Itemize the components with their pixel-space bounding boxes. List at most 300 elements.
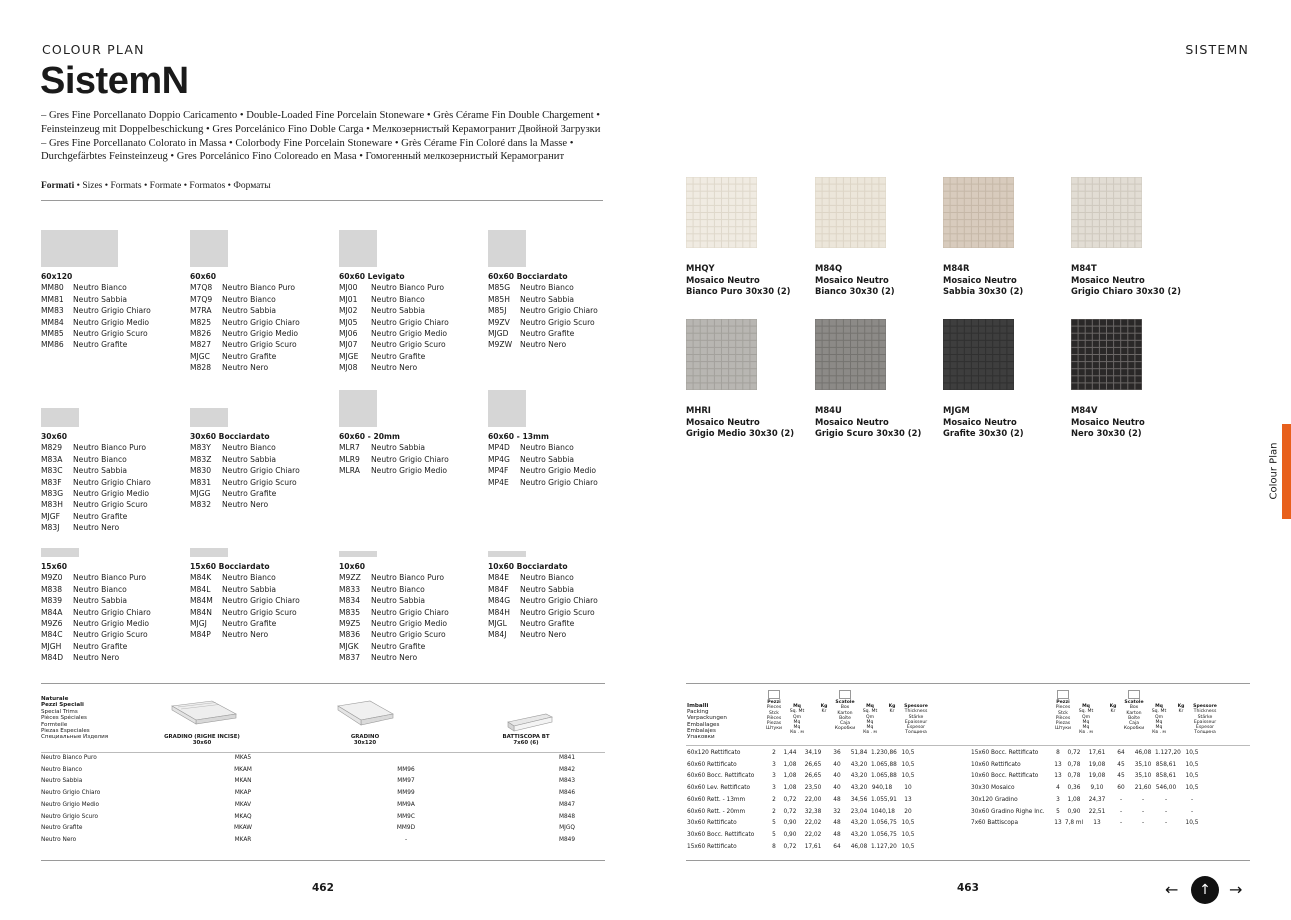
packing-col-header [762,690,786,732]
scroll-top-button[interactable] [1191,876,1219,904]
item-name: Neutro Grigio Chiaro [222,317,300,327]
packing-col-header [904,704,928,736]
mosaic-code: M84T [1071,263,1097,273]
packing-cell: 13 [1054,761,1062,768]
item-name: Neutro Grigio Scuro [371,630,446,640]
packing-cell: - [1164,808,1168,815]
format-item [190,499,335,510]
item-name: Neutro Grigio Chiaro [520,477,598,487]
tile-swatch [339,230,377,267]
item-name: Neutro Grafite [222,619,277,629]
item-name: Neutro Grigio Chiaro [371,454,449,464]
item-code: MJGC [190,351,210,361]
divider [686,683,1250,684]
item-name: Neutro Grigio Chiaro [73,477,151,487]
packing-cell: - [1141,796,1145,803]
mosaic-item [686,319,811,440]
item-name: Neutro Bianco [222,443,276,453]
item-code: MJ01 [339,294,358,304]
table-cell: Neutro Grigio Chiaro [41,790,101,797]
col-header-line: Qm [1081,714,1091,720]
format-item [190,584,335,595]
col-header-line: Коробки [834,726,856,732]
mosaic-code: M84R [943,263,970,273]
packing-col-header [1147,704,1171,736]
description-line: – Gres Fine Porcellanato Colorato in Massa • Colorbody Fine Porcelain Stoneware • Grès Cérame Fin Coloré dans la Masse • [41,137,574,149]
format-item [339,317,484,328]
item-name: Neutro Grigio Scuro [73,329,148,339]
packing-cell: 3 [772,773,776,780]
col-header-line: Mq [1082,719,1090,725]
packing-cell: 30x120 Gradino [971,796,1018,803]
packing-cell: 23,50 [804,785,822,792]
item-code: MJGJ [190,619,207,629]
item-name: Neutro Nero [222,363,269,373]
col-header-line: Piezas [766,721,782,727]
tile-swatch [488,230,526,267]
col-header-line: Kr [1110,709,1116,715]
format-item [190,607,335,618]
col-header-line: Karton [1126,710,1142,716]
item-name: Neutro Grafite [520,329,575,339]
packing-head-line: Emballages [687,721,720,728]
mosaic-line2: Bianco 30x30 (2) [815,286,895,297]
box-icon [1128,690,1140,699]
table-cell: - [404,836,408,843]
format-block [41,230,186,351]
packing-cell: 34,19 [804,750,822,756]
packing-cell: - [1141,808,1145,815]
tile-swatch [190,548,228,557]
packing-cell: 30x30 Mosaico [971,785,1015,792]
item-name: Neutro Grafite [73,511,128,521]
prev-page-button[interactable] [1165,880,1178,899]
arrow-up-icon: ↑ [1199,882,1211,898]
tile-swatch [488,390,526,427]
col-header-line: Espesor [906,725,926,731]
item-name: Neutro Grafite [371,641,426,651]
col-header-line: Mq [793,725,801,731]
item-name: Neutro Sabbia [73,596,128,606]
item-name: Neutro Sabbia [520,294,575,304]
item-name: Neutro Nero [222,630,269,640]
packing-cell: - [1119,808,1123,815]
item-code: M84J [488,630,507,640]
item-name: Neutro Sabbia [73,294,128,304]
table-cell: MKAW [233,825,253,832]
col-header-line: Mq [866,704,874,709]
format-item [488,328,633,339]
mosaic-line2: Grafite 30x30 (2) [943,428,1024,439]
packing-head-line: Imballi [687,703,709,709]
col-header-line: Qm [1154,714,1164,720]
mosaic-swatch [686,177,757,248]
format-item [190,317,335,328]
packing-cell: 46,08 [850,843,868,850]
format-item [488,572,633,583]
item-code: M83F [41,477,62,487]
format-block [488,230,633,351]
mosaic-code: M84U [815,405,842,415]
format-item [339,465,484,476]
format-item [41,595,186,606]
col-header-line: Sq. Mt [862,709,878,715]
col-header-line: Boîte [839,715,851,721]
format-item [190,351,335,362]
arrow-left-icon: ← [1165,880,1179,899]
format-title: 30x60 [41,432,68,441]
format-block [190,408,335,511]
format-item [339,618,484,629]
item-code: M9ZV [488,317,510,327]
trims-head-line: Piezas Especiales [41,728,90,735]
col-header-line: Stärke [1197,714,1213,720]
tile-swatch [190,230,228,267]
table-cell: MJGQ [559,825,575,832]
format-item [339,442,484,453]
item-name: Neutro Sabbia [371,306,426,316]
col-header-line: Scatole [835,700,855,705]
format-item [339,294,484,305]
packing-cell: 10x60 Bocc. Rettificato [971,773,1039,780]
packing-cell: 3 [772,785,776,792]
format-item [41,499,186,510]
col-header-line: Box [1129,705,1139,711]
packing-cell: 5 [772,831,776,838]
section-label: COLOUR PLAN [42,42,145,57]
table-cell: Neutro Grigio Scuro [41,813,99,820]
item-code: M85G [488,283,511,293]
col-header-line: Thickness [1193,709,1217,715]
item-name: Neutro Bianco [222,573,276,583]
packing-cell: 32 [833,808,841,815]
item-name: Neutro Grigio Medio [73,489,150,499]
packing-cell: 0,90 [783,831,797,838]
mosaic-code: MHRI [686,405,711,415]
mosaic-item [943,177,1068,298]
table-cell: MKA5 [234,755,252,761]
item-code: M830 [190,466,212,476]
item-name: Neutro Nero [371,363,418,373]
mosaic-code: MHQY [686,263,715,273]
mosaic-label [1071,263,1196,298]
packing-cell: 19,08 [1088,773,1106,780]
packing-cell: 1,08 [783,785,797,792]
packing-cell: 1,08 [783,773,797,780]
format-item [190,572,335,583]
packing-cell: 13 [1093,820,1101,827]
item-name: Neutro Bianco Puro [73,573,147,583]
col-header-line: Кв . м [1079,730,1093,736]
description-line: – Gres Fine Porcellanato Doppio Caricamento • Double-Loaded Fine Porcelain Stoneware • Grès Cérame Fin Double Chargement • [41,110,601,121]
item-code: M837 [339,653,361,663]
item-code: M833 [339,584,361,594]
format-item [41,305,186,316]
packing-cell: 13 [1054,820,1062,827]
item-name: Neutro Grigio Medio [222,329,299,339]
packing-cell: 48 [833,820,841,827]
packing-cell: 13 [1054,773,1062,780]
formats-label: Formati [41,181,75,191]
packing-cell: 0,90 [1067,808,1081,815]
item-code: MJGD [488,329,509,339]
col-header-line: Spessore [904,704,928,709]
table-cell: MM99 [397,790,415,797]
packing-head-line: Verpackungen [687,715,727,722]
format-item [339,641,484,652]
item-code: M83G [41,489,64,499]
packing-cell: 23,04 [850,808,868,815]
item-code: MJ05 [339,317,358,327]
packing-cell: 34,56 [850,796,868,803]
format-item [41,442,186,453]
item-code: M84E [488,573,510,583]
packing-cell: 60x120 Rettificato [687,750,741,756]
packing-cell: 46,08 [1134,750,1152,756]
gradino-illustration [335,700,395,732]
col-header-line: Thickness [904,709,928,715]
side-tab-label[interactable]: Colour Plan [1268,442,1280,500]
mosaic-label [943,263,1068,298]
item-code: M85H [488,294,510,304]
format-title: 30x60 Bocciardato [190,432,270,441]
item-name: Neutro Grigio Chiaro [73,306,151,316]
format-title: 10x60 Bocciardato [488,562,568,571]
item-name: Neutro Grigio Medio [371,466,448,476]
item-code: MJ08 [339,363,358,373]
table-row [41,823,605,835]
col-header-line: Mq [1082,725,1090,731]
item-code: M7Q8 [190,283,213,293]
item-code: M84D [41,653,64,663]
col-header-line: Kg [1109,704,1117,709]
packing-cell: 858,61 [1155,773,1177,780]
packing-cell: 10,5 [901,820,915,827]
packing-cell: 48 [833,796,841,803]
col-header-line: Pièces [1055,715,1071,721]
item-name: Neutro Nero [520,630,567,640]
col-header-line: Stärke [908,714,924,720]
format-item [339,572,484,583]
packing-col-header [1051,690,1075,732]
format-item [488,584,633,595]
table-cell: MKAP [234,790,252,797]
mosaic-label [943,405,1068,440]
item-name: Neutro Sabbia [222,584,277,594]
mosaic-swatch [815,177,886,248]
item-name: Neutro Bianco [73,584,127,594]
packing-cell: 4 [1056,785,1060,792]
table-cell: Neutro Nero [41,836,77,843]
format-block [41,548,186,664]
format-item [488,618,633,629]
format-item [339,351,484,362]
packing-cell: 30x60 Bocc. Rettificato [687,831,755,838]
item-code: M84L [190,584,211,594]
item-name: Neutro Nero [371,653,418,663]
item-name: Neutro Sabbia [73,466,128,476]
item-name: Neutro Grafite [520,619,575,629]
item-code: MP4E [488,477,509,487]
packing-cell: 17,61 [804,843,822,850]
item-code: M83H [41,500,63,510]
item-name: Neutro Bianco [520,573,574,583]
col-header-line: Boîte [1128,715,1140,721]
item-code: M83Y [190,443,211,453]
col-header-line: Mq [793,719,801,725]
item-code: M84A [41,607,63,617]
mosaic-item [1071,319,1196,440]
col-name: BATTISCOPA BT [502,734,550,740]
format-item [488,607,633,618]
packing-col-header [880,704,904,715]
format-item [339,362,484,373]
col-header-line: Scatole [1124,700,1144,705]
trims-col-header [152,734,252,747]
item-name: Neutro Bianco Puro [371,573,445,583]
item-name: Neutro Grigio Medio [371,329,448,339]
format-item [41,294,186,305]
colour-plan-tab[interactable] [1282,424,1291,519]
packing-cell: 3 [1056,796,1060,803]
item-code: MLR9 [339,454,360,464]
col-name: GRADINO (RIGHE INCISE) [164,734,240,740]
item-name: Neutro Bianco [73,454,127,464]
trims-head-line: Special Trims [41,708,78,715]
table-cell: M842 [558,766,576,773]
packing-cell: 10x60 Rettificato [971,761,1021,768]
item-code: M9ZZ [339,573,361,583]
col-header-line: Spessore [1193,704,1217,709]
item-name: Neutro Grafite [222,489,277,499]
packing-cell: 64 [833,843,841,850]
packing-cell: 1.230,86 [871,750,897,756]
item-code: MJ02 [339,306,358,316]
description-line: Durchgefärbtes Feinsteinzeug • Gres Porcelánico Fino Coloreado en Masa • Гомогенный мелкозернистый Керамогранит [41,151,565,163]
format-item [41,454,186,465]
item-code: M84P [190,630,211,640]
format-item [488,465,633,476]
item-code: M84G [488,596,511,606]
format-title: 60x60 - 13mm [488,432,549,441]
item-name: Neutro Nero [520,340,567,350]
packing-cell: 45 [1117,773,1125,780]
item-code: M84H [488,607,510,617]
col-header-line: Толщина [1194,730,1216,736]
format-block [339,230,484,374]
page-number-right: 463 [957,882,979,894]
pieces-icon [768,690,780,699]
page-number-left: 462 [312,882,334,894]
trims-col-header [315,734,415,747]
collection-label: SISTEMN [1185,42,1249,57]
packing-cell: 36 [833,750,841,756]
col-header-line: Mq [1155,704,1163,709]
next-page-button[interactable] [1229,880,1242,899]
packing-cell: - [1190,796,1194,803]
format-item [190,618,335,629]
mosaic-code: M84Q [815,263,843,273]
packing-cell: 1.065,88 [871,761,897,768]
item-code: M7Q9 [190,294,213,304]
item-code: M839 [41,596,63,606]
format-item [488,282,633,293]
col-header-line: Caja [1128,721,1140,727]
item-name: Neutro Grigio Chiaro [371,317,449,327]
packing-cell: 24,37 [1088,796,1106,803]
mosaic-line1: Mosaico Neutro [1071,416,1145,427]
packing-cell: - [1119,796,1123,803]
table-cell: M848 [558,813,576,820]
table-cell: Neutro Grafite [41,825,83,832]
packing-cell: 22,51 [1088,808,1106,815]
item-code: M827 [190,340,212,350]
item-code: M835 [339,607,361,617]
col-header-line: Штуки [765,726,783,732]
format-item [339,339,484,350]
col-header-line: Коробки [1123,726,1145,732]
format-item [339,305,484,316]
col-header-line: Kr [821,709,827,715]
item-code: MJGH [41,641,62,651]
format-item [41,339,186,350]
table-row [41,812,605,824]
packing-cell: 60x60 Rettificato [687,761,737,768]
item-name: Neutro Grigio Scuro [222,607,297,617]
divider [41,860,605,861]
item-name: Neutro Grigio Chiaro [520,306,598,316]
col-header-line: Sq. Mt [1151,709,1167,715]
mosaic-swatch [815,319,886,390]
item-name: Neutro Grigio Chiaro [222,466,300,476]
mosaic-line1: Mosaico Neutro [1071,274,1145,285]
mosaic-swatch [1071,319,1142,390]
formats-translations: • Sizes • Formats • Formate • Formatos • Форматы [74,181,271,191]
item-name: Neutro Grigio Chiaro [520,596,598,606]
col-header-line: Штуки [1054,726,1072,732]
item-code: M838 [41,584,63,594]
item-code: MJGL [488,619,507,629]
format-item [488,317,633,328]
format-item [41,607,186,618]
item-code: M84M [190,596,213,606]
table-row [41,800,605,812]
format-title: 60x120 [41,272,73,281]
table-cell: Neutro Bianco Puro [41,755,97,761]
trims-head-line: Pezzi Speciali [41,702,84,709]
col-header-line: Karton [837,710,853,716]
packing-cell: - [1164,796,1168,803]
table-cell: M849 [558,836,576,843]
col-header-line: Kr [1178,709,1184,715]
tile-swatch [339,390,377,427]
format-item [190,629,335,640]
arrow-right-icon: → [1229,880,1243,899]
item-code: MJGG [190,489,211,499]
item-name: Neutro Grigio Scuro [371,340,446,350]
packing-cell: 22,02 [804,831,822,838]
table-cell: MKAM [234,766,252,773]
packing-cell: 51,84 [850,750,868,756]
mosaic-line2: Sabbia 30x30 (2) [943,286,1024,297]
packing-col-header [858,704,882,736]
format-item [41,629,186,640]
mosaic-line1: Mosaico Neutro [815,416,889,427]
packing-cell: 43,20 [850,831,868,838]
format-item [190,305,335,316]
item-name: Neutro Bianco [520,283,574,293]
item-code: MM86 [41,340,64,350]
